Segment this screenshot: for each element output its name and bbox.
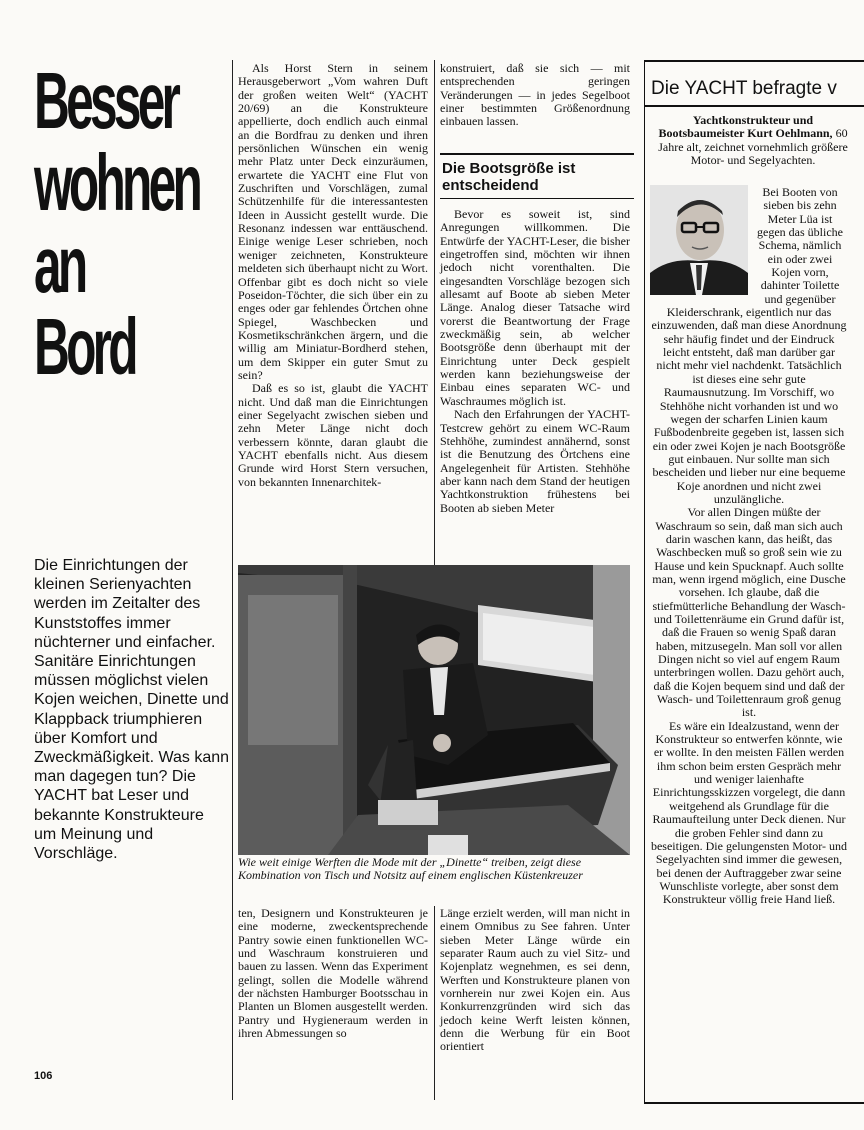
sidebar-paragraph [650,186,848,506]
paragraph: konstruiert, daß sie sich — mit entsprechenden geringen Veränderungen — in jedes Segelboot einer bestimmten Größenordnung einbauen lassen. [440,61,630,129]
paragraph: ten, Designern und Konstrukteuren je eine moderne, zweckentsprechende Pantry sowie einen funktionellen WC- und Waschraum konstruieren und bauen zu lassen. Wenn das Experiment gelingt, sollen die Modelle während der nächsten Hamburger Bootsschau in Planten un Blomen ausgestellt werden. Pantry und Hygieneraum werden in ihren Abmessungen so [238,906,428,1041]
sidebar-intro [650,114,856,167]
column-2-top [440,62,630,129]
paragraph-text: Bei Booten von sieben bis zehn Meter Lüa ist gegen das übliche Schema, nämlich ein oder zwei Kojen vorn, dahinter Toilette und gegenüber Kleiderschrank, eigentlich nur das einzuwenden, daß man diese Anordnung sehr häufig findet und der Eindruck leicht entsteht, daß man darüber gar nicht mehr viel nachdenkt. Tatsächlich ist dieses eine sehr gute Raumausnutzung. Im Vorschiff, wo Stehhöhe nicht vorhanden ist und wo wegen der scharfen Linien kaum Fußbodenbreite gegeben ist, lassen sich ein oder zwei Kojen je nach Bootsgröße gut einbauen. Nur sollte man sich bescheiden und lieber nur eine bequeme Koje anordnen und nicht zwei unzulängliche. [651,185,847,506]
dinette-cabin-image [238,565,630,855]
paragraph: Nach den Erfahrungen der YACHT-Testcrew gehört zu einem WC-Raum Stehhöhe, zumindest annähernd, sonst ist die Benutzung des Örtchens eine Angelegenheit für Artisten. Stehhöhe aber kann nach dem Stand der heutigen Yachtkonstruktion frühestens bei Booten ab sieben Meter [440,407,630,515]
headline-line-3: an [34,220,85,309]
interior-photo [238,565,630,855]
intro-rest: 60 Jahre alt, zeichnet vornehmlich größere Motor- und Segelyachten. [658,126,848,167]
paragraph: Bevor es soweit ist, sind Anregungen willkommen. Die Entwürfe der YACHT-Leser, die bisher eingetroffen sind, möchten wir ihnen jedoch nicht vorenthalten. Die eingesandten Vorschläge bezogen sich allesamt auf Boote ab sieben Meter Länge. Analog dieser Tatsache wird vorerst die Beantwortung der Frage zweckmäßig sein, ab welcher Bootsgröße denn überhaupt mit der Einrichtung unter Deck gespielt werden kann beziehungsweise der Einbau eines separaten WC- und Waschraumes möglich ist. [440,207,630,408]
column-1-bottom [238,907,428,1040]
column-rule [232,60,233,1100]
headline-line-4: Bord [34,302,135,391]
headline-line-1: Besser [34,56,178,145]
column-rule [434,906,435,1100]
subheading: Die Bootsgröße ist entscheidend [440,153,634,199]
sidebar-rule [644,105,864,107]
photo-caption: Wie weit einige Werften die Mode mit der „Dinette“ treiben, zeigt diese Kombination von Tisch und Notsitz auf einem englischen Küstenkreuzer [238,855,583,883]
sidebar-text [650,186,848,907]
headline [34,56,200,391]
paragraph: Länge erzielt werden, will man nicht in einem Omnibus zu See fahren. Unter sieben Meter Länge würde ein separater Raum auch zu viel Sitz- und Kojenplatz wegnehmen, es sei denn, Werften und Konstrukteure planen von vornherein nur zwei Kojen ein. Aus Konkurrenzgründen wird sich das jedoch keine Werft leisten können, denn die Werbung für ein Boot orientiert [440,906,630,1054]
headline-line-2: wohnen [34,138,200,227]
column-1 [238,62,428,489]
column-2 [440,208,630,515]
sidebar-paragraph: Es wäre ein Idealzustand, wenn der Konstrukteur so entwerfen könnte, wie er wollte. In den meisten Fällen werden ihm schon beim ersten Gespräch mehr und weniger laienhafte Einrichtungsskizzen vorgelegt, die dann weitgehend als Grundlage für die Raumaufteilung unter Deck dienen. Nur die groben Fehler sind dann zu beseitigen. Die gelungensten Motor- und Segelyachten sind immer die gewesen, bei denen der Auftraggeber zwar seine Wunschliste vorlegte, aber sonst dem Konstrukteur völlig freie Hand ließ. [650,718,848,907]
intro-name: Yachtkonstrukteur und Bootsbaumeister Kurt Oehlmann, [658,113,833,141]
paragraph: Daß es so ist, glaubt die YACHT nicht. Und daß man die Einrichtungen einer Segelyacht zwischen sieben und zehn Meter Länge nicht doch verbessern könnte, daran glaubt die YACHT ebenfalls nicht. Aus diesem Grunde wird Horst Stern versuchen, von bekannten Innenarchitek- [238,381,428,489]
paragraph: Als Horst Stern in seinem Herausgeberwort „Vom wahren Duft der großen weiten Welt“ (YACHT 20/69) an die Konstrukteure appellierte, doch endlich auch einmal an die Bordfrau zu denken und ihren persönlichen Wünschen ein wenig mehr Platz unter Deck einzuräumen, erwartete die YACHT eine Flut von Zuschriften und Vorschlägen, zumal Schützenhilfe für die interessantesten Ideen in Aussicht gestellt wurde. Die Resonanz indessen war enttäuschend. Einige wenige Leser schrieben, noch weniger zeichneten, Konstrukteure meldeten sich überhaupt nicht zu Wort. Offenbar gibt es doch nicht so viele Poseidon-Töchter, die sich über ein zu enges oder gar fehlendes Örtchen ohne Spiegel, Waschbecken und Kosmetikschränkchen ärgern, und die willig am Miniatur-Bordherd stehen, um dem Skipper ein guter Smut zu sein? [238,61,428,382]
sidebar-title: Die YACHT befragte v [651,78,837,99]
column-2-bottom [440,907,630,1054]
lead-text: Die Einrichtungen der kleinen Serienyachten werden im Zeitalter des Kunststoffes immer nüchterner und einfacher. Sanitäre Einrichtungen müssen möglichst vielen Kojen weichen, Dinette und Klappback triumphieren über Komfort und Zweckmäßigkeit. Was kann man dagegen tun? Die YACHT bat Leser und bekannte Konstrukteure um Meinung und Vorschläge. [34,557,230,863]
portrait-float [650,186,752,294]
sidebar-paragraph: Vor allen Dingen müßte der Waschraum so sein, daß man sich auch darin waschen kann, das heißt, das Waschbecken muß so groß sein wie zu Hause und kein Spucknapf. Auch sollte man, wenn irgend möglich, eine Dusche vorsehen. Ich glaube, daß die stiefmütterliche Behandlung der Wasch- und Toilettenräume ein Grund dafür ist, daß die Frauen so wenig Spaß daran haben, mitzusegeln. Man soll vor allen Dingen nicht so viel auf engem Raum unterbringen wollen. Dazu gehört auch, daß die Kojen bequem sind und daß der Wasch- und Toilettenraum groß genug ist. [652,505,846,720]
page-number: 106 [34,1070,53,1082]
column-rule [434,60,435,568]
